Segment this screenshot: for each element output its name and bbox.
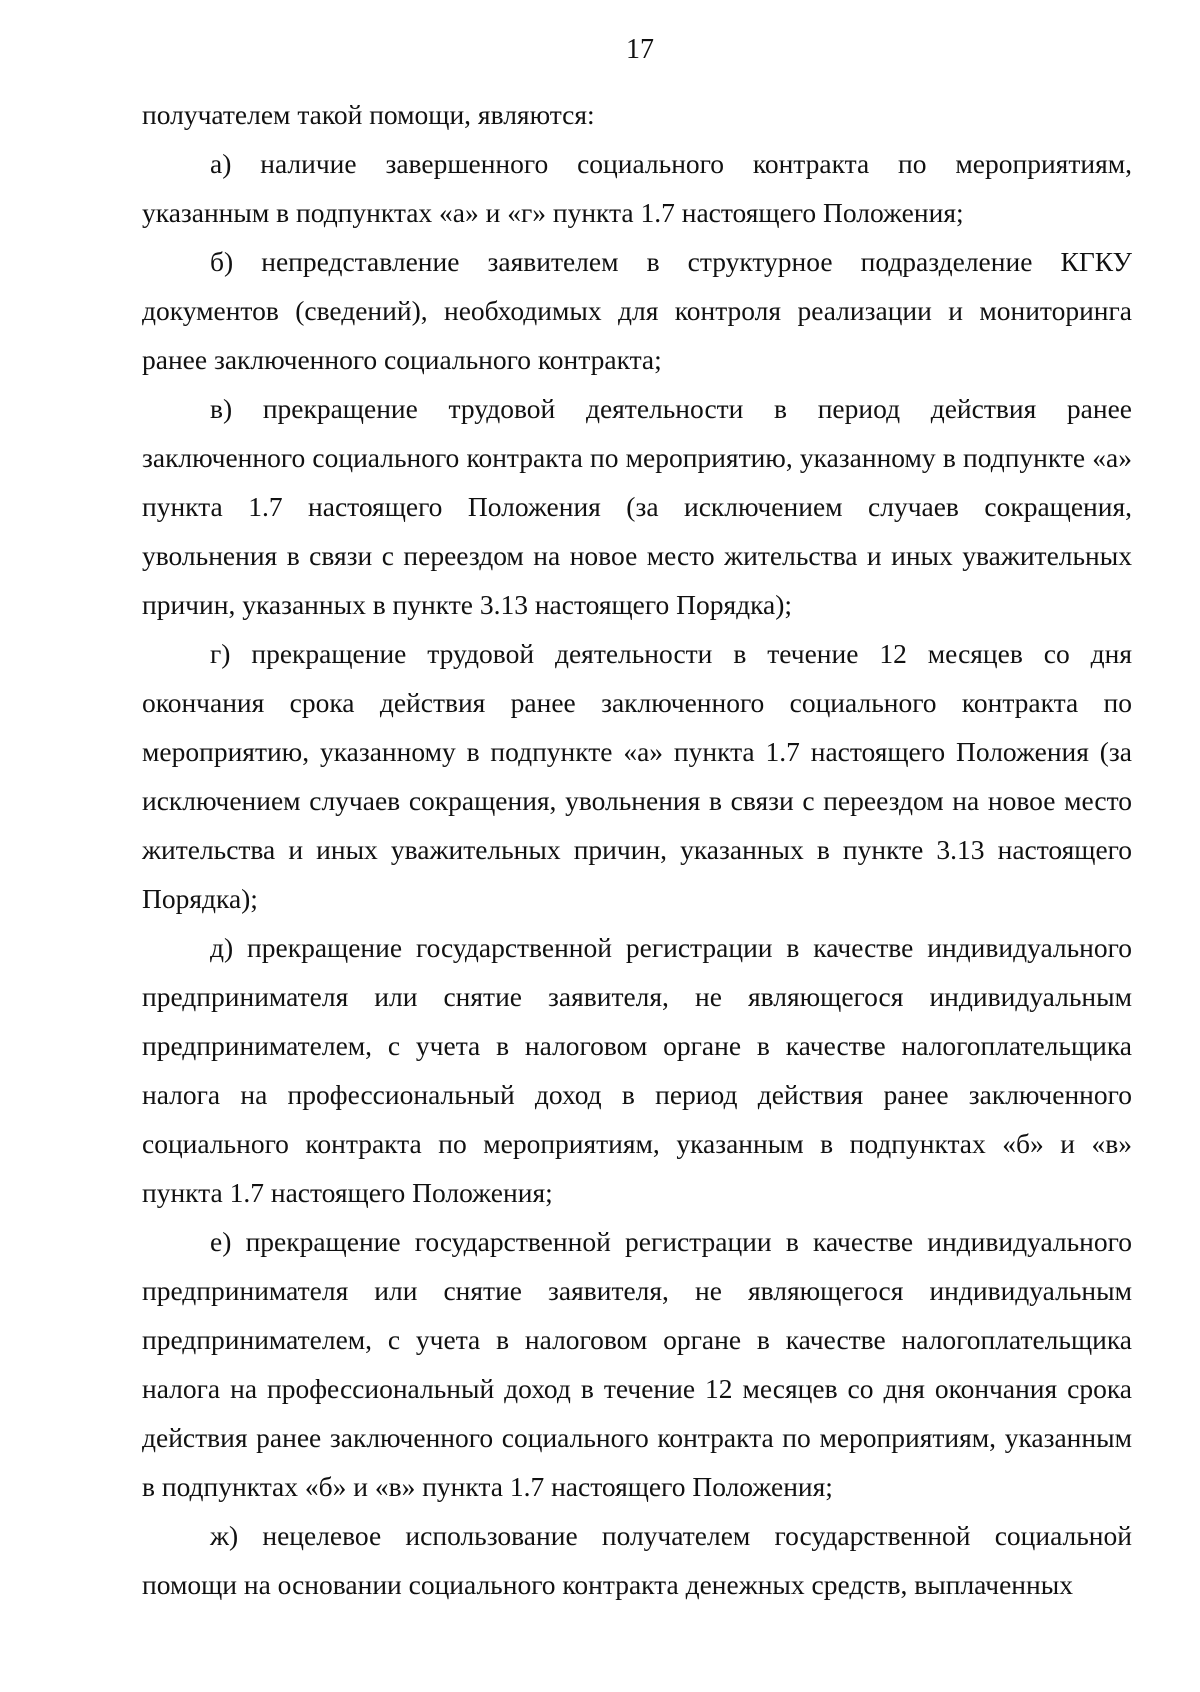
paragraph-item-e: е) прекращение государственной регистрации в качестве индивидуального предпринимателя или снятие заявителя, не являющегося индивидуальным предпринимателем, с учета в налоговом органе в качестве налогоплательщика налога на профессиональный доход в течение 12 месяцев со дня окончания срока действия ранее заключенного социального контракта по мероприятиям, указанным в подпунктах «б» и «в» пункта 1.7 настоящего Положения; (142, 1226, 1132, 1502)
paragraph-item-d: д) прекращение государственной регистрации в качестве индивидуального предпринимателя или снятие заявителя, не являющегося индивидуальным предпринимателем, с учета в налоговом органе в качестве налогоплательщика налога на профессиональный доход в период действия ранее заключенного социального контракта по мероприятиям, указанным в подпунктах «б» и «в» пункта 1.7 настоящего Положения; (142, 932, 1132, 1208)
paragraph-intro: получателем такой помощи, являются: (142, 99, 595, 130)
paragraph-item-a: а) наличие завершенного социального контракта по мероприятиям, указанным в подпунктах «а» и «г» пункта 1.7 настоящего Положения; (142, 148, 1132, 228)
paragraph-item-g: г) прекращение трудовой деятельности в течение 12 месяцев со дня окончания срока действия ранее заключенного социального контракта по мероприятию, указанному в подпункте «а» пункта 1.7 настоящего Положения (за исключением случаев сокращения, увольнения в связи с переездом на новое место жительства и иных уважительных причин, указанных в пункте 3.13 настоящего Порядка); (142, 638, 1132, 914)
paragraph-item-b: б) непредставление заявителем в структурное подразделение КГКУ документов (сведений), необходимых для контроля реализации и мониторинга ранее заключенного социального контракта; (142, 246, 1132, 375)
document-body (142, 90, 1132, 1609)
page-number: 17 (626, 34, 654, 65)
paragraph-item-v: в) прекращение трудовой деятельности в период действия ранее заключенного социального контракта по мероприятию, указанному в подпункте «а» пункта 1.7 настоящего Положения (за исключением случаев сокращения, увольнения в связи с переездом на новое место жительства и иных уважительных причин, указанных в пункте 3.13 настоящего Порядка); (142, 393, 1132, 620)
paragraph-item-zh: ж) нецелевое использование получателем государственной социальной помощи на основании социального контракта денежных средств, выплаченных (142, 1520, 1132, 1600)
